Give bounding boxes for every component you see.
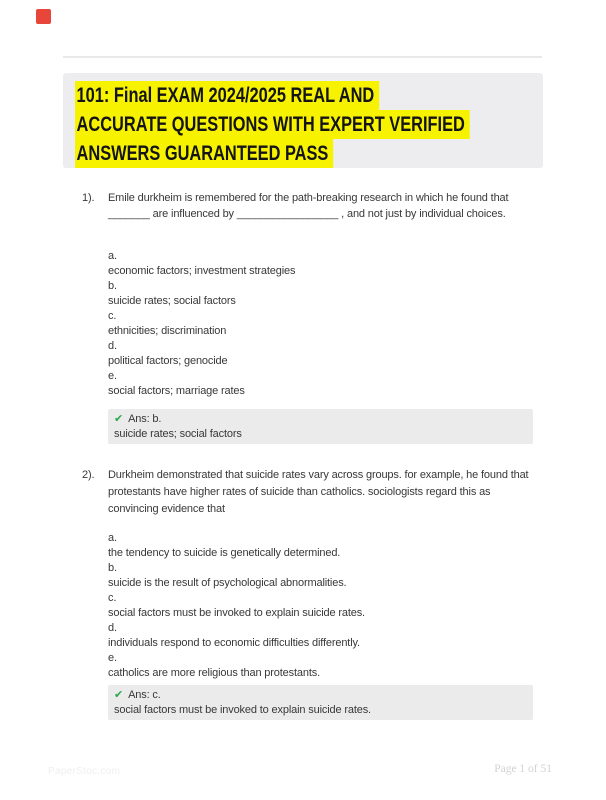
page-title: ANSWERS GUARANTEED PASS [75,139,333,168]
question-text-line: protestants have higher rates of suicide than catholics. sociologists regard this as [108,486,491,498]
answer-label: Ans: b. [128,413,162,425]
option-label: c. [108,310,117,322]
question-number: 1). [82,192,95,204]
option-text: suicide rates; social factors [108,295,236,307]
options-list [108,249,552,399]
title-line [75,81,543,110]
option-text: individuals respond to economic difficulties differently. [108,637,360,649]
question-text-line: Emile durkheim is remembered for the path-breaking research in which he found that [108,192,509,204]
title-line [75,139,543,168]
option-text: social factors; marriage rates [108,385,245,397]
option-text: catholics are more religious than protestants. [108,667,320,679]
option-text: ethnicities; discrimination [108,325,227,337]
option-text: political factors; genocide [108,355,228,367]
page-number: Page 1 of 51 [494,763,552,775]
check-icon: ✔ [114,413,124,425]
watermark: PaperStoc.com [48,766,121,777]
option-label: a. [108,532,117,544]
question-text-line: convincing evidence that [108,503,225,515]
option-label: e. [108,652,117,664]
question-block-1 [82,190,552,444]
option-label: b. [108,280,117,292]
answer-text: suicide rates; social factors [114,428,242,440]
question-number: 2). [82,469,95,481]
answer-text: social factors must be invoked to explain suicide rates. [114,704,371,716]
check-icon: ✔ [114,689,124,701]
answer-header [114,412,525,427]
title-line [75,110,543,139]
option-label: b. [108,562,117,574]
option-label: e. [108,370,117,382]
answer-box [108,409,533,444]
answer-header [114,688,525,703]
option-label: c. [108,592,117,604]
header-divider [63,56,542,58]
question-text-line: _______ are influenced by _________________ , and not just by individual choices. [108,208,506,220]
option-label: a. [108,250,117,262]
answer-label: Ans: c. [128,689,161,701]
option-label: d. [108,340,117,352]
question-block-2 [82,467,552,720]
questions-list [82,190,552,720]
options-list [108,531,552,681]
question-text [108,467,552,518]
option-text: the tendency to suicide is genetically determined. [108,547,341,559]
question-text-line: Durkheim demonstrated that suicide rates vary across groups. for example, he found that [108,469,529,481]
exam-title-block [63,73,543,168]
option-label: d. [108,622,117,634]
brand-logo-icon [36,9,51,24]
option-text: economic factors; investment strategies [108,265,296,277]
answer-box [108,685,533,720]
question-text [108,190,552,222]
option-text: social factors must be invoked to explain suicide rates. [108,607,365,619]
page-title: ACCURATE QUESTIONS WITH EXPERT VERIFIED [75,110,470,139]
page-title: 101: Final EXAM 2024/2025 REAL AND [75,81,379,110]
option-text: suicide is the result of psychological abnormalities. [108,577,347,589]
